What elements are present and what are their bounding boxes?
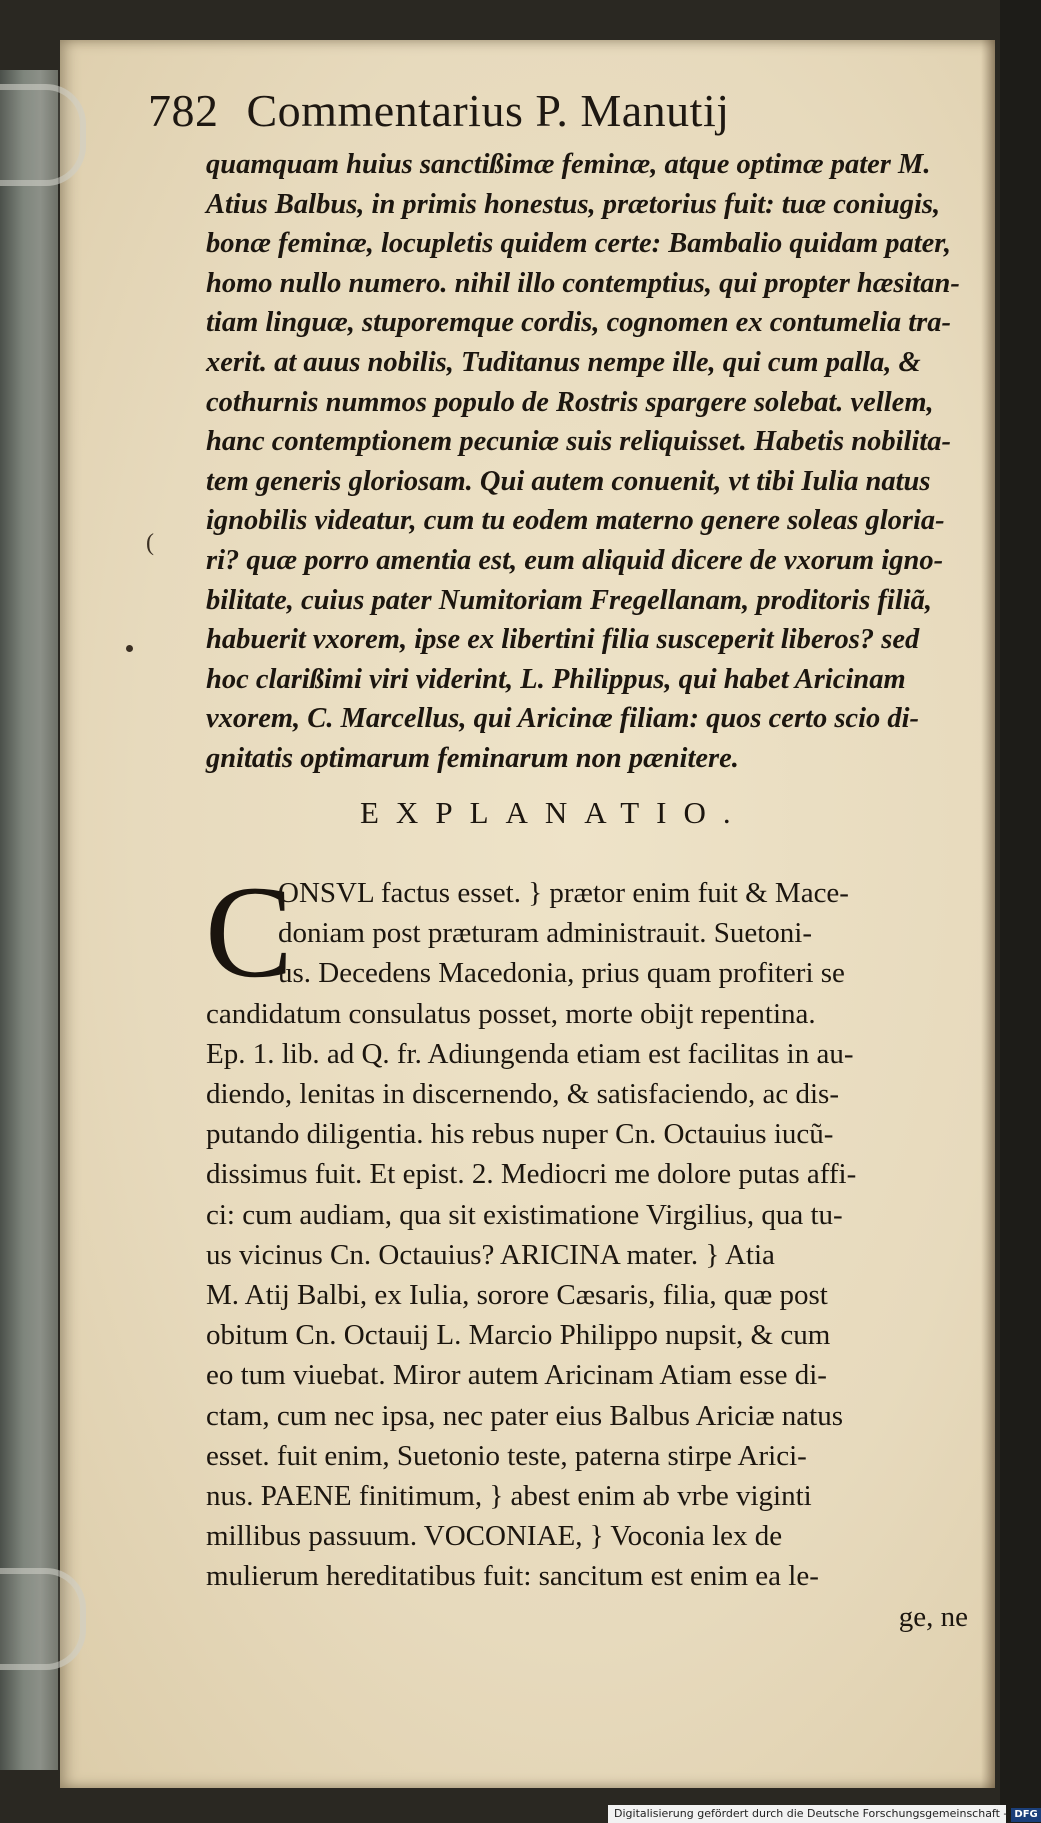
- text-line: gnitatis optimarum feminarum non pænitere.: [206, 742, 739, 774]
- margin-mark: (: [146, 530, 154, 556]
- text-line: millibus passuum. VOCONIAE, } Voconia lex de: [206, 1520, 783, 1553]
- text-line: doniam post præturam administrauit. Suetoni-: [278, 917, 813, 950]
- text-line: vxorem, C. Marcellus, qui Aricinæ filiam: quos certo scio di-: [206, 703, 920, 735]
- catchword: ge, ne: [898, 1600, 968, 1633]
- text-line: ci: cum audiam, qua sit existimatione Virgilius, qua tu-: [206, 1198, 843, 1231]
- text-line: ri? quæ porro amentia est, eum aliquid dicere de vxorum igno-: [206, 544, 944, 576]
- page-number: 782: [148, 85, 219, 136]
- text-line: ONSVL factus esset. } prætor enim fuit & Mace-: [278, 877, 849, 909]
- text-line: nus. PAENE finitimum, } abest enim ab vrbe viginti: [206, 1480, 812, 1513]
- book-cover-edge: [0, 70, 58, 1770]
- text-line: Ep. 1. lib. ad Q. fr. Adiungenda etiam est facilitas in au-: [206, 1037, 854, 1070]
- text-line: Atius Balbus, in primis honestus, prætorius fuit: tuæ coniugis,: [206, 188, 941, 220]
- page-clip-bottom: [0, 1568, 86, 1670]
- text-line: quamquam huius sanctißimæ feminæ, atque optimæ pater M.: [206, 149, 931, 180]
- text-line: eo tum viuebat. Miror autem Aricinam Atiam esse di-: [206, 1359, 827, 1392]
- text-line: hoc clarißimi viri viderint, L. Philippus, qui habet Aricinam: [206, 663, 906, 695]
- text-line: putando diligentia. his rebus nuper Cn. Octauius iucũ-: [206, 1118, 834, 1151]
- dfg-logo: DFG: [1011, 1808, 1040, 1822]
- text-line: tiam linguæ, stuporemque cordis, cognomen ex contumelia tra-: [206, 307, 952, 339]
- text-line: ignobilis videatur, cum tu eodem materno genere soleas gloria-: [206, 505, 945, 537]
- ink-speck: [126, 645, 133, 652]
- text-line: esset. fuit enim, Suetonio teste, paterna stirpe Arici-: [206, 1439, 807, 1472]
- text-line: bilitate, cuius pater Numitoriam Fregellanam, proditoris filiã,: [206, 584, 933, 616]
- text-line: tem generis gloriosam. Qui autem conuenit, vt tibi Iulia natus: [206, 465, 931, 497]
- footer-text: Digitalisierung gefördert durch die Deutsche Forschungsgemeinschaft -: [614, 1807, 1008, 1820]
- text-line: homo nullo numero. nihil illo contemptius, qui propter hæsitan-: [206, 267, 960, 299]
- text-line: us vicinus Cn. Octauius? ARICINA mater. } Atia: [206, 1238, 775, 1271]
- text-line: xerit. at auus nobilis, Tuditanus nempe ille, qui cum palla, &: [206, 346, 921, 378]
- text-line: us. Decedens Macedonia, prius quam profiteri se: [278, 957, 845, 990]
- text-line: hanc contemptionem pecuniæ suis reliquisset. Habetis nobilita-: [206, 426, 952, 458]
- text-line: habuerit vxorem, ipse ex libertini filia susceperit liberos? sed: [206, 624, 920, 656]
- text-line: ctam, cum nec ipsa, nec pater eius Balbus Ariciæ natus: [206, 1399, 844, 1432]
- commentary-text-block: [205, 858, 986, 1637]
- text-line: diendo, lenitas in discernendo, & satisfaciendo, ac dis-: [206, 1078, 839, 1111]
- text-line: cothurnis nummos populo de Rostris spargere solebat. vellem,: [206, 386, 934, 418]
- page-clip-top: [0, 84, 86, 186]
- drop-capital: C: [205, 858, 294, 1005]
- text-line: mulierum hereditatibus fuit: sancitum est enim ea le-: [206, 1560, 819, 1593]
- text-line: obitum Cn. Octauij L. Marcio Philippo nupsit, & cum: [206, 1319, 831, 1352]
- italic-text-block: [206, 145, 986, 779]
- text-line: dissimus fuit. Et epist. 2. Mediocri me dolore putas affi-: [206, 1158, 857, 1191]
- running-title: Commentarius P. Manutij: [246, 85, 730, 136]
- text-line: candidatum consulatus posset, morte obijt repentina.: [206, 997, 816, 1030]
- section-heading: EXPLANATIO.: [360, 795, 748, 830]
- running-head: [148, 84, 968, 142]
- digitization-footer: [608, 1805, 1038, 1823]
- text-line: bonæ feminæ, locupletis quidem certe: Bambalio quidam pater,: [206, 228, 951, 260]
- text-line: M. Atij Balbi, ex Iulia, sorore Cæsaris, filia, quæ post: [206, 1279, 828, 1312]
